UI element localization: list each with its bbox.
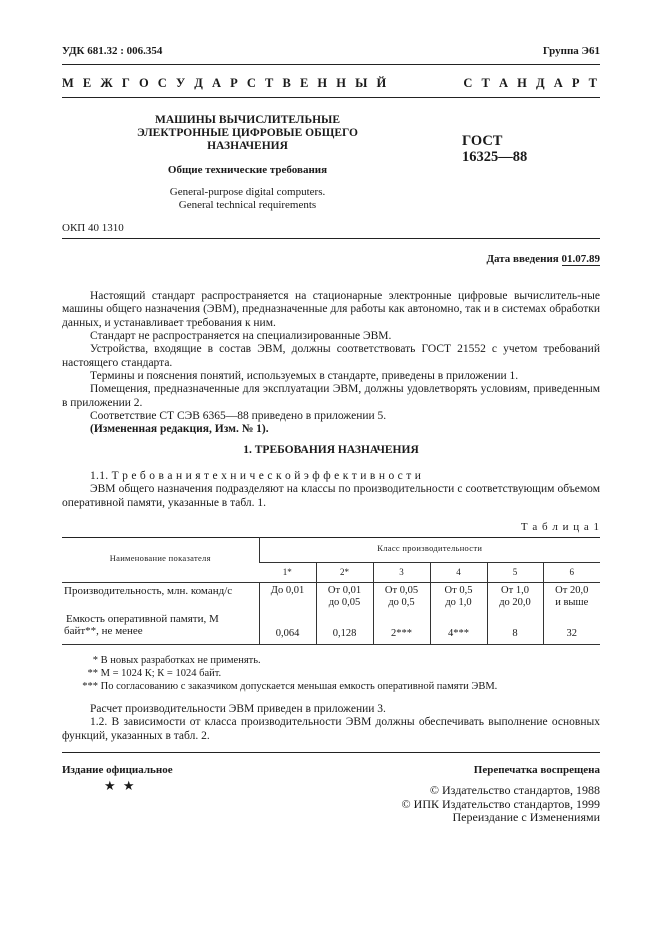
banner-standard: С Т А Н Д А Р Т <box>463 76 600 90</box>
row-label <box>62 611 259 644</box>
footnote <box>62 667 497 680</box>
footnote-mark: ** <box>87 668 98 679</box>
class-5-header: 5 <box>487 562 543 582</box>
table-cell <box>373 582 430 611</box>
class-6-header: 6 <box>543 562 600 582</box>
section-1-1 <box>62 470 600 510</box>
reissue-note: Переиздание с Изменениями <box>452 810 600 824</box>
cell-line: От 0,5 <box>444 584 473 596</box>
copyright-line: © ИПК Издательство стандартов, 1999 <box>401 796 600 811</box>
gost-designation <box>462 134 527 165</box>
class-header: Класс производительности <box>259 537 600 562</box>
intro-paragraph: Соответствие СТ СЭВ 6365—88 приведено в приложении 5. <box>90 409 387 422</box>
intro-paragraph: Помещения, предназначенные для эксплуатации ЭВМ, должны удовлетворять условиям, приведенным в приложении 2. <box>62 383 600 409</box>
title-line: МАШИНЫ ВЫЧИСЛИТЕЛЬНЫЕ <box>155 114 340 126</box>
row-label-line: Емкость оперативной памяти, М <box>66 613 219 625</box>
row-label: Производительность, млн. команд/с <box>64 584 233 597</box>
after-table-text <box>62 703 600 743</box>
stars-mark: ★ ★ <box>104 778 137 793</box>
footnote-text: По согласованию с заказчиком допускается меньшая емкость оперативной памяти ЭВМ. <box>100 681 498 692</box>
class-1-header: 1* <box>259 562 316 582</box>
table-caption: Т а б л и ц а 1 <box>520 521 600 533</box>
item-text: ЭВМ общего назначения подразделяют на классы по производительности с соответствующим объемом оперативной памяти, указанные в табл. 1. <box>62 483 600 509</box>
cell-line: до 0,05 <box>328 596 361 608</box>
title-rule <box>62 238 600 239</box>
item-title: 1.1. Т р е б о в а н и я т е х н и ч е с к о й э ф ф е к т и в н о с т и <box>90 470 422 482</box>
class-4-header: 4 <box>430 562 487 582</box>
copyright-line: © Издательство стандартов, 1988 <box>429 783 600 797</box>
gost-number: 16325—88 <box>462 148 528 165</box>
paragraph: 1.2. В зависимости от класса производительности ЭВМ должны обеспечивать выполнение основных функций, указанных в табл. 2. <box>62 716 600 742</box>
section-heading: 1. ТРЕБОВАНИЯ НАЗНАЧЕНИЯ <box>243 444 419 456</box>
table-cell: 4*** <box>430 611 487 644</box>
table-cell: 8 <box>487 611 543 644</box>
okp-code: ОКП 40 1310 <box>62 222 124 234</box>
cell-line: и выше <box>555 596 589 608</box>
cell-line: От 1,0 <box>501 584 529 596</box>
table-cell: 2*** <box>373 611 430 644</box>
gost-label: ГОСТ <box>462 133 503 149</box>
udk-code: УДК 681.32 : 006.354 <box>62 45 163 57</box>
copyright-block <box>402 784 600 825</box>
english-title <box>62 186 433 211</box>
footnotes <box>62 654 497 693</box>
class-2-header: 2* <box>316 562 373 582</box>
document-subtitle: Общие технические требования <box>167 164 328 176</box>
param-header: Наименование показателя <box>62 537 259 582</box>
footnote <box>62 680 497 693</box>
footer-rule <box>62 752 600 753</box>
table-cell <box>430 582 487 611</box>
title-line: ЭЛЕКТРОННЫЕ ЦИФРОВЫЕ ОБЩЕГО <box>137 127 358 139</box>
intro-paragraph: Термины и пояснения понятий, используемых в стандарте, приведены в приложении 1. <box>90 369 519 382</box>
cell-line: От 0,05 <box>384 584 419 596</box>
footnote-mark: *** <box>82 681 98 692</box>
table-cell: 0,064 <box>259 611 316 644</box>
cell-line: От 0,01 <box>327 584 362 596</box>
date-value: 01.07.89 <box>561 253 600 265</box>
date-label: Дата введения <box>486 253 559 265</box>
official-edition: Издание официальное <box>62 764 173 776</box>
footnote-text: М = 1024 К; К = 1024 байт. <box>100 668 222 679</box>
table-cell: 0,128 <box>316 611 373 644</box>
paragraph: Расчет производительности ЭВМ приведен в приложении 3. <box>90 703 386 715</box>
intro-paragraph: Устройства, входящие в состав ЭВМ, должны соответствовать ГОСТ 21552 с учетом требований настоящего стандарта. <box>62 343 600 369</box>
english-title-line: General technical requirements <box>178 198 317 211</box>
footnote <box>62 654 497 667</box>
cell-line: до 0,5 <box>388 596 415 608</box>
cell-line: От 20,0 <box>555 584 589 596</box>
banner-rule <box>62 97 600 98</box>
top-rule <box>62 64 600 65</box>
banner-interstate: М Е Ж Г О С У Д А Р С Т В Е Н Н Ы Й <box>62 76 390 90</box>
introduction-date <box>486 253 600 266</box>
document-title <box>62 114 433 153</box>
intro-section <box>62 290 600 437</box>
cell-line: до 20,0 <box>499 596 531 608</box>
amendment-note: (Измененная редакция, Изм. № 1). <box>90 423 269 436</box>
reprint-prohibited: Перепечатка воспрещена <box>473 764 600 776</box>
intro-paragraph: Стандарт не распространяется на специализированные ЭВМ. <box>90 329 392 342</box>
footnote-text: В новых разработках не применять. <box>100 655 261 666</box>
table-cell <box>316 582 373 611</box>
intro-paragraph: Настоящий стандарт распространяется на стационарные электронные цифровые вычислитель-ные машины общего назначения (ЭВМ), предназначенные для работы как автономно, так и в системах обработки данных, и устанавливает требования к ним. <box>62 290 600 329</box>
table-cell <box>259 582 316 611</box>
performance-class-table <box>62 537 600 645</box>
table-cell <box>487 582 543 611</box>
english-title-line: General-purpose digital computers. <box>169 186 326 198</box>
class-3-header: 3 <box>373 562 430 582</box>
cell-line: до 1,0 <box>445 596 472 608</box>
footnote-mark: * <box>92 655 98 666</box>
group-code: Группа Э61 <box>542 45 600 57</box>
table-cell: 32 <box>543 611 600 644</box>
table-cell <box>543 582 600 611</box>
cell-line: До 0,01 <box>270 584 305 596</box>
title-line: НАЗНАЧЕНИЯ <box>207 140 288 152</box>
row-label-line: байт**, не менее <box>64 625 143 637</box>
